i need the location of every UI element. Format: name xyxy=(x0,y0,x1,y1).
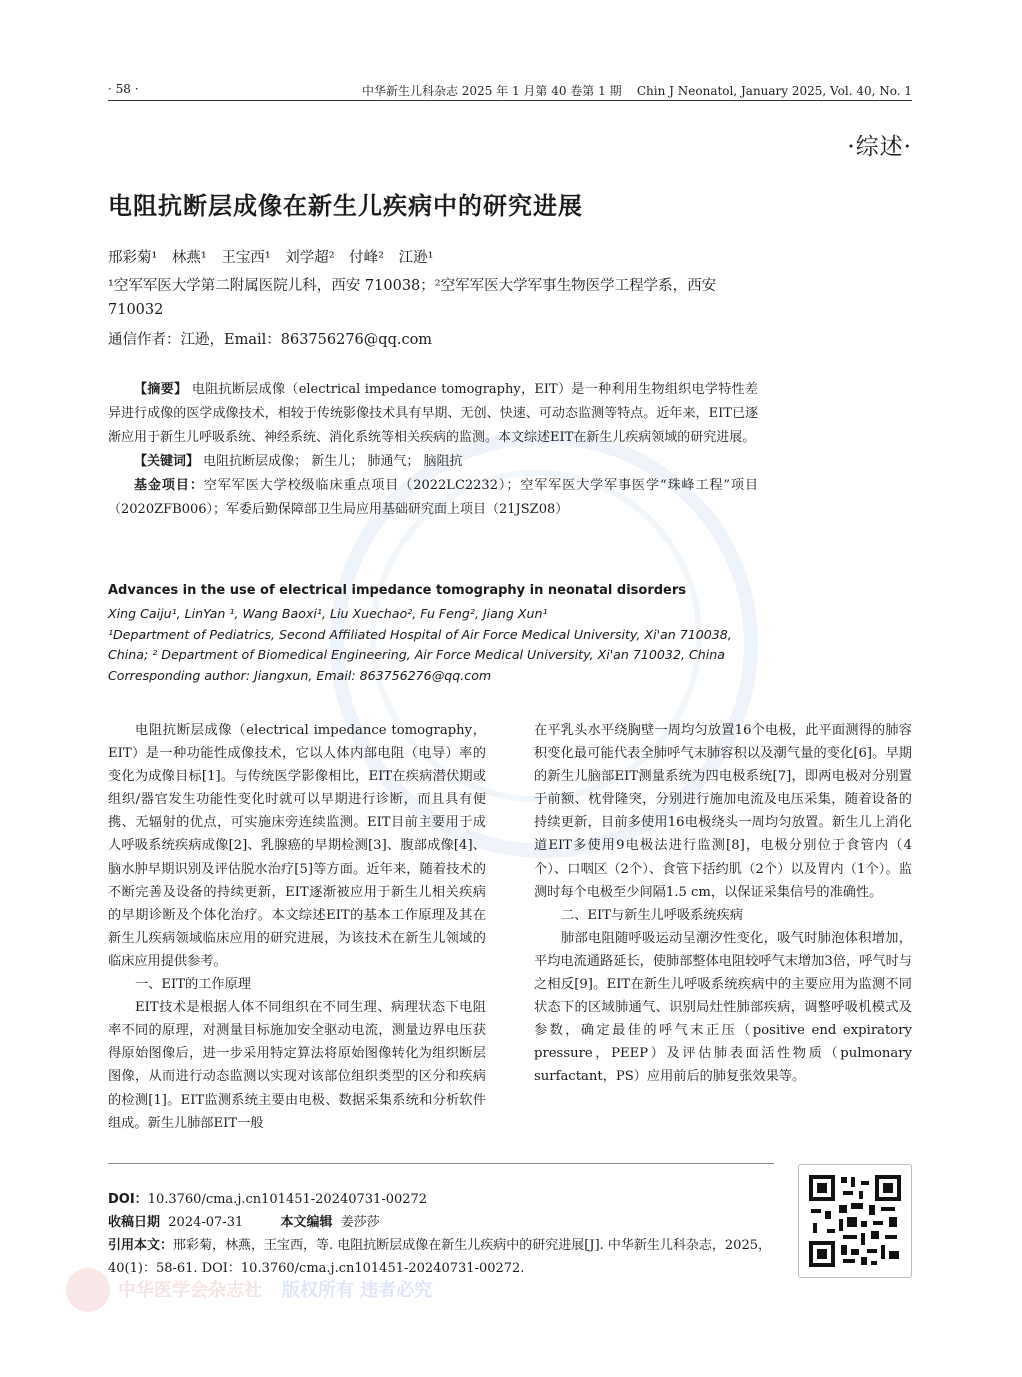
qr-code-graphic xyxy=(799,1165,911,1277)
publisher-watermark-rights: 版权所有 违者必究 xyxy=(282,1280,433,1301)
english-authors: Xing Caiju¹, LinYan ¹, Wang Baoxi¹, Liu Xuechao², Fu Feng², Jiang Xun¹ xyxy=(108,606,548,621)
journal-name-cn: 中华新生儿科杂志 2025 年 1 月第 40 卷第 1 期 xyxy=(361,84,622,98)
abstract-text: 电阻抗断层成像（electrical impedance tomography，EIT）是一种利用生物组织电学特性差异进行成像的医学成像技术，相较于传统影像技术具有早期、无创、快速、可动态监测等特点。近年来，EIT已逐渐应用于新生儿呼吸系统、神经系统、消化系统等相关疾病的监测。本文综述EIT在新生儿疾病领域的研究进展。 xyxy=(108,382,758,445)
page-number: · 58 · xyxy=(108,82,139,96)
author-list: 邢彩菊¹ 林燕¹ 王宝西¹ 刘学超² 付峰² 江逊¹ xyxy=(108,250,434,266)
publisher-watermark-cn: 中华医学会杂志社 xyxy=(118,1280,262,1301)
journal-running-header xyxy=(362,82,912,99)
body-paragraph: EIT技术是根据人体不同组织在不同生理、病理状态下电阻率不同的原理，对测量目标施加安全驱动电流，测量边界电压获得原始图像后，进一步采用特定算法将原始图像转化为组织断层图像，从而进行动态监测以实现对该部位组织类型的区分和疾病的检测[1]。EIT监测系统主要由电极、数据采集系统和分析软件组成。新生儿肺部EIT一般 xyxy=(108,1000,486,1131)
english-affiliation-2: China; ² Department of Biomedical Engineering, Air Force Medical University, Xi'an 710032, China xyxy=(108,647,725,662)
corresponding-author: 通信作者：江逊，Email：863756276@qq.com xyxy=(108,332,433,348)
keywords-text: 电阻抗断层成像； 新生儿； 肺通气； 脑阻抗 xyxy=(203,454,463,469)
section-tag: ·综述· xyxy=(847,134,912,160)
affiliations: ¹空军军医大学第二附属医院儿科，西安 710038；²空军军医大学军事生物医学工程学系，西安 710032 xyxy=(108,278,717,318)
abstract-label: 【摘要】 xyxy=(134,382,188,397)
section-heading-2: 二、EIT与新生儿呼吸系统疾病 xyxy=(561,907,743,923)
doi-link[interactable]: 10.3760/cma.j.cn101451-20240731-00272 xyxy=(147,1192,428,1207)
fund-paragraph xyxy=(108,474,758,522)
keywords-paragraph xyxy=(108,450,758,474)
fund-label: 基金项目： xyxy=(134,478,204,493)
qr-code-icon[interactable] xyxy=(798,1164,912,1278)
publisher-logo-icon xyxy=(66,1268,110,1312)
section-heading-1: 一、EIT的工作原理 xyxy=(135,977,251,993)
abstract-block xyxy=(108,378,758,522)
citation: 引用本文：邢彩菊，林燕，王宝西，等. 电阻抗断层成像在新生儿疾病中的研究进展[J]. 中华新生儿科杂志，2025，40(1)：58-61. DOI：10.3760/cma.j.cn101451-20240731-00272. xyxy=(108,1238,771,1276)
body-column-left xyxy=(108,719,486,1135)
dates-line: 收稿日期 2024-07-31 本文编辑 姜莎莎 xyxy=(108,1215,380,1230)
english-affiliation-1: ¹Department of Pediatrics, Second Affiliated Hospital of Air Force Medical University, Xi'an 710038, xyxy=(108,626,732,642)
english-corresponding: Corresponding author: Jiangxun, Email: 863756276@qq.com xyxy=(108,667,492,683)
body-column-right xyxy=(534,719,912,1089)
body-paragraph: 电阻抗断层成像（electrical impedance tomography，EIT）是一种功能性成像技术，它以人体内部电阻（电导）率的变化为成像目标[1]。与传统医学影像相比，EIT在疾病潜伏期或组织/器官发生功能性变化时就可以早期进行诊断，而且具有便携、无辐射的优点，可实施床旁连续监测。EIT目前主要用于成人呼吸系统疾病成像[2]、乳腺癌的早期检测[3]、腹部成像[4]、脑水肿早期识别及评估脱水治疗[5]等方面。近年来，随着技术的不断完善及设备的持续更新，EIT逐渐被应用于新生儿相关疾病的早期诊断及个体化治疗。本文综述EIT的基本工作原理及其在新生儿疾病领域临床应用的研究进展，为该技术在新生儿领域的临床应用提供参考。 xyxy=(108,723,486,969)
article-title: 电阻抗断层成像在新生儿疾病中的研究进展 xyxy=(108,192,583,220)
abstract-paragraph xyxy=(108,378,758,450)
doi-line: DOI：10.3760/cma.j.cn101451-20240731-00272 xyxy=(108,1192,428,1207)
fund-text: 空军军医大学校级临床重点项目（2022LC2232）；空军军医大学军事医学“珠峰工程”项目（2020ZFB006）；军委后勤保障部卫生局应用基础研究面上项目（21JSZ08） xyxy=(108,478,758,517)
body-paragraph: 在平乳头水平绕胸壁一周均匀放置16个电极，此平面测得的肺容积变化最可能代表全肺呼气末肺容积以及潮气量的变化[6]。早期的新生儿脑部EIT测量系统为四电极系统[7]，即两电极对分别置于前额、枕骨隆突，分别进行施加电流及电压采集，随着设备的持续更新，目前多使用16电极绕头一周均匀放置。新生儿上消化道EIT多使用9电极法进行监测[8]，电极分别位于食管内（4个）、口咽区（2个）、食管下括约肌（2个）以及胃内（1个）。监测时每个电极至少间隔1.5 cm，以保证采集信号的准确性。 xyxy=(534,723,912,900)
body-paragraph: 肺部电阻随呼吸运动呈潮汐性变化，吸气时肺泡体积增加，平均电流通路延长，使肺部整体电阻较呼气末增加3倍，呼气时与之相反[9]。EIT在新生儿呼吸系统疾病中的主要应用为监测不同状态下的区域肺通气、识别局灶性肺部疾病，调整呼吸机模式及参数，确定最佳的呼气末正压（positive end expiratory pressure，PEEP）及评估肺表面活性物质（pulmonary surfactant，PS）应用前后的肺复张效果等。 xyxy=(534,930,912,1085)
article-footer xyxy=(108,1188,788,1280)
journal-name-en: Chin J Neonatol, January 2025, Vol. 40, No. 1 xyxy=(636,84,912,98)
keywords-label: 【关键词】 xyxy=(134,454,200,469)
english-metadata xyxy=(108,604,768,686)
footer-rule xyxy=(108,1163,774,1164)
header-rule xyxy=(108,100,912,101)
english-title: Advances in the use of electrical impedance tomography in neonatal disorders xyxy=(108,583,687,598)
